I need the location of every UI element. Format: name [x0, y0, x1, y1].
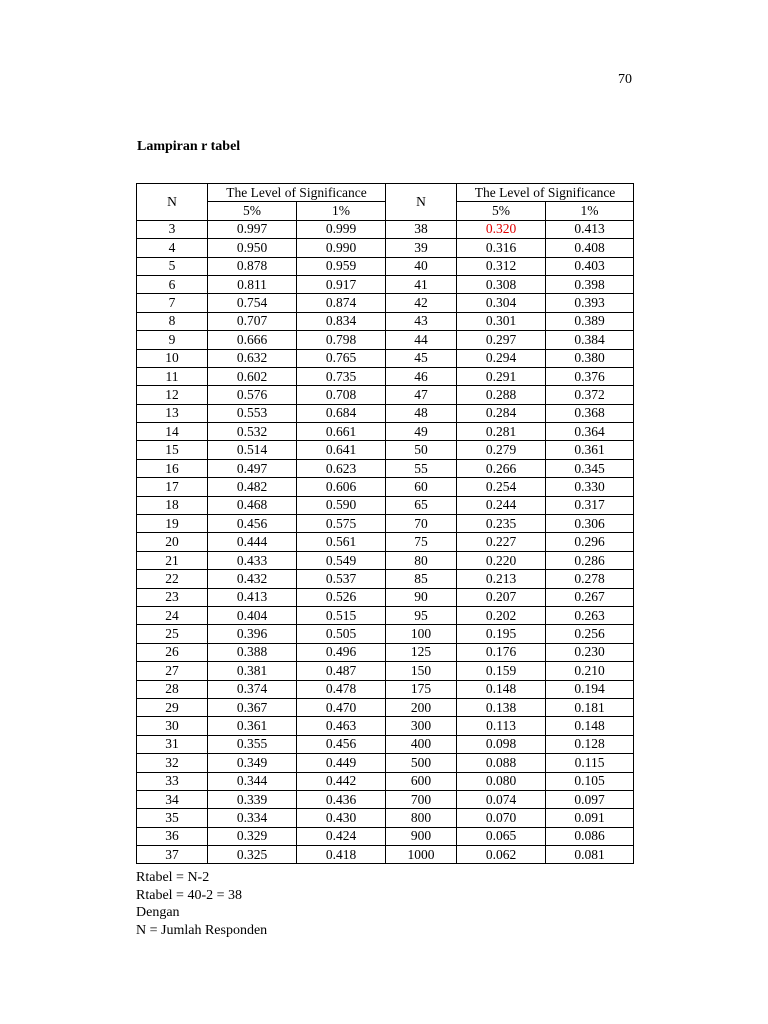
cell-n-right: 600: [386, 772, 457, 790]
cell-1pct-right: 0.330: [546, 478, 634, 496]
cell-n-left: 16: [137, 459, 208, 477]
table-row: [137, 441, 634, 459]
cell-n-right: 700: [386, 790, 457, 808]
cell-1pct-right: 0.368: [546, 404, 634, 422]
cell-1pct-left: 0.834: [297, 312, 386, 330]
cell-n-right: 300: [386, 717, 457, 735]
cell-n-right: 60: [386, 478, 457, 496]
cell-n-left: 34: [137, 790, 208, 808]
cell-5pct-left: 0.576: [208, 386, 297, 404]
cell-5pct-left: 0.325: [208, 846, 297, 864]
cell-5pct-right: 0.113: [457, 717, 546, 735]
cell-5pct-right: 0.202: [457, 606, 546, 624]
notes: [136, 869, 267, 939]
cell-n-left: 36: [137, 827, 208, 845]
cell-1pct-right: 0.398: [546, 275, 634, 293]
cell-n-right: 48: [386, 404, 457, 422]
cell-1pct-left: 0.917: [297, 275, 386, 293]
table-row: [137, 386, 634, 404]
cell-n-right: 90: [386, 588, 457, 606]
cell-5pct-right: 0.316: [457, 239, 546, 257]
cell-1pct-left: 0.463: [297, 717, 386, 735]
cell-1pct-right: 0.081: [546, 846, 634, 864]
cell-5pct-right: 0.227: [457, 533, 546, 551]
cell-n-left: 13: [137, 404, 208, 422]
cell-5pct-left: 0.334: [208, 809, 297, 827]
table-row: [137, 423, 634, 441]
cell-1pct-right: 0.194: [546, 680, 634, 698]
cell-n-right: 900: [386, 827, 457, 845]
cell-1pct-right: 0.389: [546, 312, 634, 330]
cell-5pct-right: 0.308: [457, 275, 546, 293]
table-row: [137, 478, 634, 496]
cell-n-left: 33: [137, 772, 208, 790]
cell-1pct-left: 0.442: [297, 772, 386, 790]
cell-5pct-right: 0.148: [457, 680, 546, 698]
note-dengan: Dengan: [136, 905, 180, 920]
cell-1pct-right: 0.384: [546, 331, 634, 349]
cell-1pct-left: 0.765: [297, 349, 386, 367]
cell-n-right: 1000: [386, 846, 457, 864]
r-table: [136, 183, 634, 864]
cell-1pct-right: 0.210: [546, 662, 634, 680]
cell-5pct-left: 0.602: [208, 367, 297, 385]
table-row: [137, 404, 634, 422]
cell-5pct-right: 0.279: [457, 441, 546, 459]
cell-1pct-right: 0.230: [546, 643, 634, 661]
cell-n-left: 27: [137, 662, 208, 680]
cell-1pct-left: 0.436: [297, 790, 386, 808]
cell-1pct-right: 0.361: [546, 441, 634, 459]
cell-5pct-left: 0.432: [208, 570, 297, 588]
cell-5pct-right: 0.070: [457, 809, 546, 827]
cell-5pct-left: 0.707: [208, 312, 297, 330]
cell-1pct-left: 0.487: [297, 662, 386, 680]
cell-1pct-left: 0.735: [297, 367, 386, 385]
cell-5pct-left: 0.349: [208, 754, 297, 772]
table-row: [137, 735, 634, 753]
cell-1pct-right: 0.086: [546, 827, 634, 845]
cell-5pct-left: 0.339: [208, 790, 297, 808]
cell-n-left: 18: [137, 496, 208, 514]
cell-1pct-left: 0.575: [297, 515, 386, 533]
table-row: [137, 515, 634, 533]
cell-1pct-left: 0.561: [297, 533, 386, 551]
cell-5pct-right: 0.291: [457, 367, 546, 385]
cell-5pct-right: 0.297: [457, 331, 546, 349]
header-1pct-right: 1%: [546, 202, 634, 220]
cell-n-right: 39: [386, 239, 457, 257]
cell-5pct-left: 0.413: [208, 588, 297, 606]
cell-1pct-left: 0.470: [297, 698, 386, 716]
cell-1pct-left: 0.661: [297, 423, 386, 441]
cell-5pct-left: 0.355: [208, 735, 297, 753]
table-row: [137, 772, 634, 790]
cell-n-right: 65: [386, 496, 457, 514]
cell-5pct-left: 0.997: [208, 220, 297, 238]
table-row: [137, 698, 634, 716]
cell-5pct-right: 0.284: [457, 404, 546, 422]
cell-1pct-left: 0.990: [297, 239, 386, 257]
cell-5pct-right: 0.281: [457, 423, 546, 441]
header-1pct-left: 1%: [297, 202, 386, 220]
table-row: [137, 239, 634, 257]
cell-n-right: 75: [386, 533, 457, 551]
cell-n-left: 8: [137, 312, 208, 330]
cell-1pct-right: 0.278: [546, 570, 634, 588]
cell-n-left: 24: [137, 606, 208, 624]
cell-1pct-right: 0.148: [546, 717, 634, 735]
cell-n-left: 5: [137, 257, 208, 275]
cell-1pct-left: 0.606: [297, 478, 386, 496]
cell-5pct-left: 0.878: [208, 257, 297, 275]
cell-1pct-left: 0.424: [297, 827, 386, 845]
cell-5pct-right: 0.065: [457, 827, 546, 845]
table-row: [137, 643, 634, 661]
table-body: [137, 220, 634, 864]
table-subheader-row: [137, 202, 634, 220]
cell-5pct-left: 0.532: [208, 423, 297, 441]
cell-n-right: 125: [386, 643, 457, 661]
cell-n-left: 4: [137, 239, 208, 257]
cell-n-right: 50: [386, 441, 457, 459]
cell-n-right: 200: [386, 698, 457, 716]
cell-1pct-right: 0.364: [546, 423, 634, 441]
cell-5pct-right: 0.244: [457, 496, 546, 514]
cell-n-left: 9: [137, 331, 208, 349]
cell-n-right: 42: [386, 294, 457, 312]
cell-1pct-right: 0.372: [546, 386, 634, 404]
page-number: 70: [618, 72, 632, 87]
cell-n-left: 11: [137, 367, 208, 385]
cell-5pct-right: 0.088: [457, 754, 546, 772]
cell-n-right: 55: [386, 459, 457, 477]
cell-n-left: 17: [137, 478, 208, 496]
cell-1pct-right: 0.263: [546, 606, 634, 624]
cell-5pct-right: 0.294: [457, 349, 546, 367]
cell-1pct-left: 0.418: [297, 846, 386, 864]
table-row: [137, 312, 634, 330]
header-5pct-right: 5%: [457, 202, 546, 220]
cell-1pct-right: 0.408: [546, 239, 634, 257]
table-row: [137, 809, 634, 827]
cell-n-right: 38: [386, 220, 457, 238]
table-row: [137, 606, 634, 624]
cell-n-right: 43: [386, 312, 457, 330]
cell-5pct-left: 0.388: [208, 643, 297, 661]
cell-n-right: 500: [386, 754, 457, 772]
cell-n-right: 85: [386, 570, 457, 588]
cell-1pct-left: 0.708: [297, 386, 386, 404]
cell-5pct-right: 0.301: [457, 312, 546, 330]
table-row: [137, 754, 634, 772]
cell-1pct-right: 0.380: [546, 349, 634, 367]
table-row: [137, 790, 634, 808]
cell-5pct-left: 0.754: [208, 294, 297, 312]
cell-5pct-right: 0.138: [457, 698, 546, 716]
cell-n-left: 28: [137, 680, 208, 698]
cell-5pct-left: 0.468: [208, 496, 297, 514]
cell-1pct-left: 0.505: [297, 625, 386, 643]
table-row: [137, 827, 634, 845]
cell-n-right: 47: [386, 386, 457, 404]
table-row: [137, 257, 634, 275]
cell-5pct-left: 0.444: [208, 533, 297, 551]
cell-1pct-left: 0.449: [297, 754, 386, 772]
cell-n-right: 41: [386, 275, 457, 293]
header-5pct-left: 5%: [208, 202, 297, 220]
cell-n-left: 15: [137, 441, 208, 459]
cell-1pct-right: 0.256: [546, 625, 634, 643]
header-significance-right: The Level of Significance: [457, 184, 634, 202]
cell-1pct-left: 0.430: [297, 809, 386, 827]
cell-n-left: 19: [137, 515, 208, 533]
cell-5pct-right: 0.320: [457, 220, 546, 238]
table-row: [137, 367, 634, 385]
cell-1pct-left: 0.798: [297, 331, 386, 349]
cell-5pct-left: 0.632: [208, 349, 297, 367]
cell-5pct-right: 0.254: [457, 478, 546, 496]
cell-1pct-right: 0.403: [546, 257, 634, 275]
cell-n-left: 35: [137, 809, 208, 827]
cell-1pct-left: 0.623: [297, 459, 386, 477]
note-n-definition: N = Jumlah Responden: [136, 922, 268, 938]
cell-1pct-left: 0.526: [297, 588, 386, 606]
table-row: [137, 570, 634, 588]
cell-n-right: 175: [386, 680, 457, 698]
cell-n-left: 30: [137, 717, 208, 735]
cell-n-left: 25: [137, 625, 208, 643]
cell-5pct-left: 0.361: [208, 717, 297, 735]
table-row: [137, 349, 634, 367]
cell-1pct-right: 0.317: [546, 496, 634, 514]
cell-5pct-left: 0.329: [208, 827, 297, 845]
cell-n-right: 95: [386, 606, 457, 624]
cell-n-left: 37: [137, 846, 208, 864]
cell-5pct-left: 0.811: [208, 275, 297, 293]
cell-1pct-right: 0.413: [546, 220, 634, 238]
cell-1pct-right: 0.115: [546, 754, 634, 772]
cell-n-left: 10: [137, 349, 208, 367]
cell-n-left: 26: [137, 643, 208, 661]
table-row: [137, 459, 634, 477]
cell-5pct-right: 0.098: [457, 735, 546, 753]
cell-5pct-right: 0.213: [457, 570, 546, 588]
cell-1pct-left: 0.537: [297, 570, 386, 588]
cell-1pct-right: 0.097: [546, 790, 634, 808]
cell-5pct-left: 0.514: [208, 441, 297, 459]
cell-n-right: 80: [386, 551, 457, 569]
cell-5pct-right: 0.235: [457, 515, 546, 533]
cell-1pct-left: 0.684: [297, 404, 386, 422]
table-row: [137, 275, 634, 293]
cell-5pct-left: 0.374: [208, 680, 297, 698]
table-row: [137, 533, 634, 551]
cell-5pct-left: 0.482: [208, 478, 297, 496]
cell-n-right: 150: [386, 662, 457, 680]
table-row: [137, 220, 634, 238]
cell-5pct-left: 0.950: [208, 239, 297, 257]
cell-n-right: 46: [386, 367, 457, 385]
cell-5pct-right: 0.266: [457, 459, 546, 477]
table-row: [137, 846, 634, 864]
table-row: [137, 717, 634, 735]
cell-n-left: 12: [137, 386, 208, 404]
cell-5pct-left: 0.396: [208, 625, 297, 643]
cell-1pct-right: 0.393: [546, 294, 634, 312]
cell-5pct-right: 0.062: [457, 846, 546, 864]
page-title: Lampiran r tabel: [137, 139, 241, 154]
cell-n-left: 32: [137, 754, 208, 772]
cell-1pct-left: 0.874: [297, 294, 386, 312]
cell-n-left: 7: [137, 294, 208, 312]
cell-1pct-right: 0.306: [546, 515, 634, 533]
cell-5pct-left: 0.433: [208, 551, 297, 569]
cell-5pct-right: 0.288: [457, 386, 546, 404]
cell-5pct-right: 0.080: [457, 772, 546, 790]
cell-n-right: 49: [386, 423, 457, 441]
cell-1pct-right: 0.128: [546, 735, 634, 753]
cell-5pct-right: 0.207: [457, 588, 546, 606]
table-row: [137, 294, 634, 312]
cell-5pct-right: 0.220: [457, 551, 546, 569]
cell-1pct-left: 0.641: [297, 441, 386, 459]
cell-n-right: 44: [386, 331, 457, 349]
cell-1pct-right: 0.091: [546, 809, 634, 827]
table-row: [137, 496, 634, 514]
cell-5pct-left: 0.381: [208, 662, 297, 680]
table-header-row: [137, 184, 634, 202]
cell-1pct-right: 0.267: [546, 588, 634, 606]
cell-n-right: 100: [386, 625, 457, 643]
cell-n-right: 70: [386, 515, 457, 533]
table-row: [137, 625, 634, 643]
cell-1pct-right: 0.296: [546, 533, 634, 551]
cell-5pct-left: 0.666: [208, 331, 297, 349]
cell-1pct-right: 0.105: [546, 772, 634, 790]
note-rtabel-formula: Rtabel = N-2: [136, 870, 210, 885]
cell-5pct-left: 0.404: [208, 606, 297, 624]
cell-1pct-left: 0.959: [297, 257, 386, 275]
cell-5pct-right: 0.312: [457, 257, 546, 275]
cell-5pct-left: 0.553: [208, 404, 297, 422]
cell-1pct-left: 0.515: [297, 606, 386, 624]
cell-1pct-right: 0.376: [546, 367, 634, 385]
cell-n-left: 22: [137, 570, 208, 588]
cell-5pct-left: 0.367: [208, 698, 297, 716]
cell-n-left: 3: [137, 220, 208, 238]
cell-1pct-right: 0.286: [546, 551, 634, 569]
table-row: [137, 680, 634, 698]
cell-n-left: 6: [137, 275, 208, 293]
table-row: [137, 331, 634, 349]
cell-n-right: 45: [386, 349, 457, 367]
cell-n-left: 20: [137, 533, 208, 551]
cell-5pct-right: 0.159: [457, 662, 546, 680]
cell-5pct-right: 0.074: [457, 790, 546, 808]
cell-5pct-left: 0.344: [208, 772, 297, 790]
header-significance-left: The Level of Significance: [208, 184, 386, 202]
header-n-right: N: [386, 184, 457, 221]
cell-1pct-right: 0.345: [546, 459, 634, 477]
cell-1pct-left: 0.478: [297, 680, 386, 698]
table-row: [137, 551, 634, 569]
table-row: [137, 662, 634, 680]
cell-1pct-left: 0.999: [297, 220, 386, 238]
cell-n-left: 14: [137, 423, 208, 441]
cell-1pct-left: 0.549: [297, 551, 386, 569]
cell-5pct-right: 0.176: [457, 643, 546, 661]
note-rtabel-calculation: Rtabel = 40-2 = 38: [136, 887, 242, 903]
cell-5pct-right: 0.304: [457, 294, 546, 312]
cell-1pct-left: 0.496: [297, 643, 386, 661]
header-n-left: N: [137, 184, 208, 221]
cell-5pct-left: 0.456: [208, 515, 297, 533]
cell-1pct-left: 0.456: [297, 735, 386, 753]
cell-n-left: 29: [137, 698, 208, 716]
cell-n-left: 21: [137, 551, 208, 569]
cell-n-right: 800: [386, 809, 457, 827]
cell-n-right: 40: [386, 257, 457, 275]
table-row: [137, 588, 634, 606]
cell-n-left: 23: [137, 588, 208, 606]
cell-1pct-left: 0.590: [297, 496, 386, 514]
cell-1pct-right: 0.181: [546, 698, 634, 716]
cell-5pct-right: 0.195: [457, 625, 546, 643]
cell-n-right: 400: [386, 735, 457, 753]
cell-5pct-left: 0.497: [208, 459, 297, 477]
cell-n-left: 31: [137, 735, 208, 753]
